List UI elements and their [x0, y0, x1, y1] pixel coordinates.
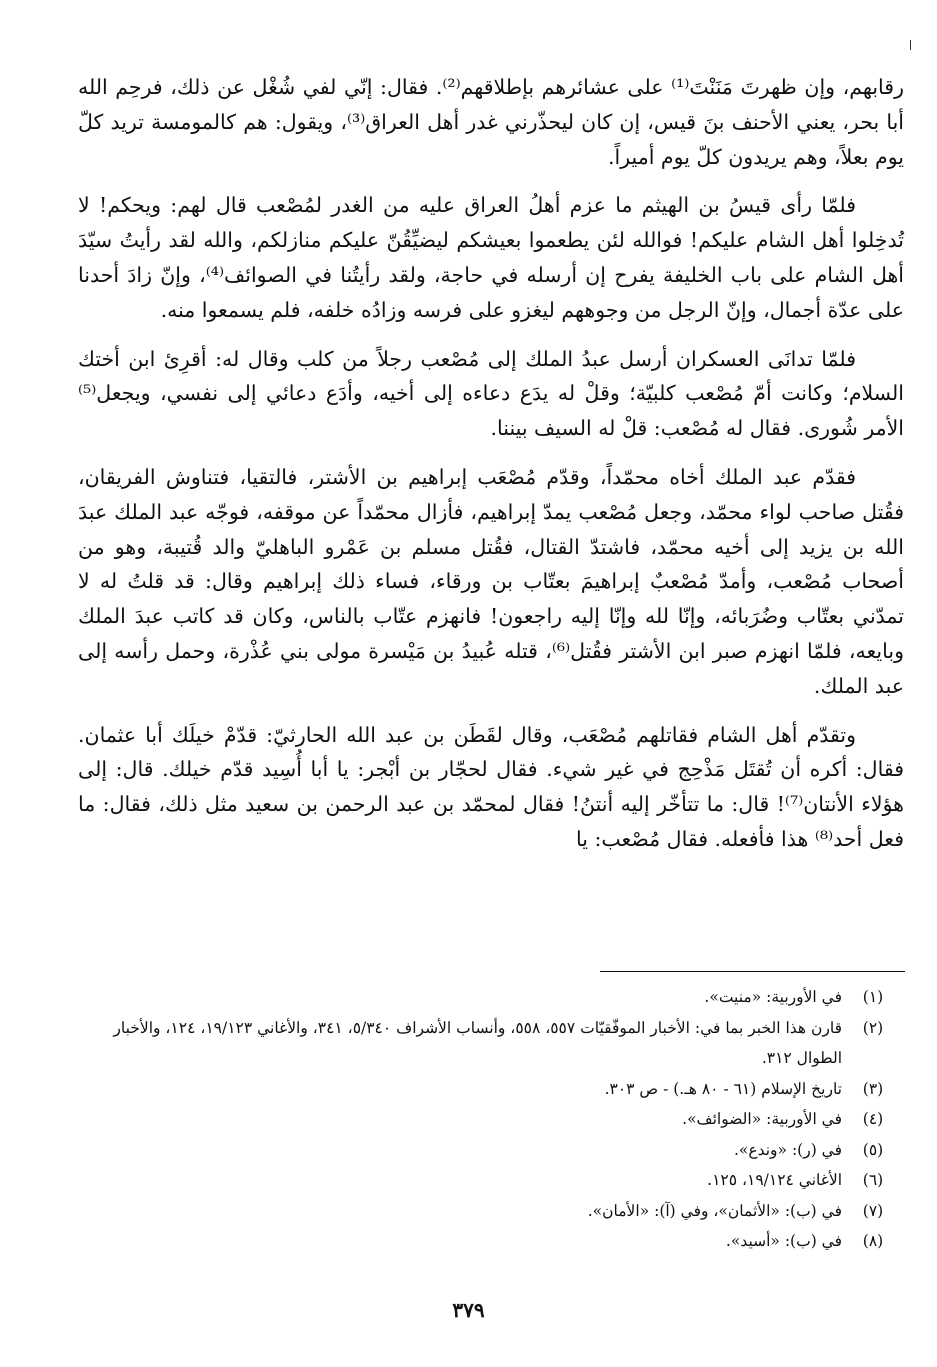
footnote-divider	[600, 971, 905, 972]
footnote-number: (٦)	[862, 1171, 884, 1189]
footnote	[78, 1135, 904, 1166]
footnote-number: (٤)	[862, 1110, 884, 1128]
footnote-number: (٢)	[862, 1018, 884, 1037]
footnote-number: (٨)	[862, 1232, 884, 1250]
footnote	[78, 1013, 904, 1074]
footnote	[78, 1226, 904, 1257]
footnote-number: (٣)	[862, 1079, 884, 1098]
corner-mark	[910, 40, 915, 50]
footnote-text: في الأوربية: «الضوائف».	[682, 1110, 842, 1128]
footnote-number: (٧)	[862, 1201, 884, 1220]
footnote-text: الأغاني ١٩/١٢٤، ١٢٥.	[707, 1171, 842, 1189]
paragraph-3: فلمّا تدانَى العسكران أرسل عبدُ الملك إلى مُصْعب رجلاً من كلب وقال له: أقرِئ ابن أختك السلام؛ وكانت أمّ مُصْعب كلبيّة؛ وقلْ له يدَع دعاءه إلى أخيه، وأدَع دعائي إلى نفسي، ويجعل⁽⁵⁾ الأمر شُورى. فقال له مُصْعب: قلْ له السيف بيننا.	[78, 346, 904, 441]
footnote	[78, 1196, 904, 1227]
footnote	[78, 1074, 904, 1105]
paragraph-5: وتقدّم أهل الشام فقاتلهم مُصْعَب، وقال لقَطَن بن عبد الله الحارثيّ: قدّمْ خيلَك أبا عثمان. فقال: أكره أن تُقتَل مَذْحِج في غير شيء. فقال لحجّار بن أبْجر: يا أبا أُسِيد قدّم خيلك. قال: إلى هؤلاء الأنتان⁽⁷⁾! قال: ما تتأخّر إليه أنتنُ! فقال لمحمّد بن عبد الرحمن بن سعيد مثل ذلك، فقال: ما فعل أحد⁽⁸⁾ هذا فأفعله. فقال مُصْعب: يا	[78, 722, 904, 851]
footnote-number: (١)	[862, 988, 884, 1006]
footnote	[78, 982, 904, 1013]
paragraph-2: فلمّا رأى قيسُ بن الهيثم ما عزم أهلُ العراق عليه من الغدر لمُصْعب قال لهم: ويحكم! لا تُدخِلوا أهل الشام عليكم! فوالله لئن يطعموا بعيشكم ليضيِّقُنّ عليكم منازلكم، والله لقد رأيتُ سيّدَ أهل الشام على باب الخليفة يفرح إن أرسله في حاجة، ولقد رأيتُنا في الصوائف⁽⁴⁾، وإنّ زادَ أحدنا على عدّة أجمال، وإنّ الرجل من وجوههم ليغزو على فرسه وزادُه خلفه، فلم يسمعوا منه.	[78, 193, 905, 322]
footnote-text: في الأوربية: «منيت».	[704, 988, 842, 1006]
paragraph-1: رقابهم، وإن ظهرتَ مَنَنْتَ⁽¹⁾ على عشائرهم بإطلاقهم⁽²⁾. فقال: إنّي لفي شُغْل عن ذلك، فرحِم الله أبا بحر، يعني الأحنف بنَ قيس، إن كان ليحذّرني غدر أهل العراق⁽³⁾، ويقول: هم كالمومسة تريد كلّ يوم بعلاً، وهم يريدون كلّ يوم أميراً.	[78, 75, 905, 169]
page-number: ٣٧٩	[452, 1298, 485, 1322]
footnote-number: (٥)	[862, 1140, 884, 1159]
footnote-text: في (ر): «وندع».	[733, 1140, 842, 1159]
footnote-text: في (ب): «أسيد».	[725, 1232, 842, 1250]
main-text	[78, 70, 904, 871]
footnote-text: قارن هذا الخبر بما في: الأخبار الموفّقيّات ٥٥٧، ٥٥٨، وأنساب الأشراف ٥/٣٤٠، ٣٤١، والأغاني ١٩/١٢٣، ١٢٤، والأخبار الطوال ٣١٢.	[113, 1018, 842, 1067]
footnote	[78, 1104, 904, 1135]
footnote-text: في (ب): «الأثمان»، وفي (آ): «الأمان».	[587, 1201, 842, 1220]
footnote-text: تاريخ الإسلام (٦١ - ٨٠ هـ.) - ص ٣٠٣.	[604, 1079, 842, 1098]
footnotes	[78, 982, 904, 1257]
footnote	[78, 1165, 904, 1196]
paragraph-4: فقدّم عبد الملك أخاه محمّداً، وقدّم مُصْعَب إبراهيم بن الأشتر، فالتقيا، فتناوش الفريقان، فقُتل صاحب لواء محمّد، وجعل مُصْعب يمدّ إبراهيم، فأزال محمّداً عن موقفه، فوجّه عبد الملك عبدَ الله بن يزيد إلى أخيه محمّد، فاشتدّ القتال، فقُتل مسلم بن عَمْرو الباهليّ والد قُتيبة، وهو من أصحاب مُصْعب، وأمدّ مُصْعبٌ إبراهيمَ بعتّاب بن ورقاء، فساء ذلك إبراهيم وقال: قد قلتُ له لا تمدّني بعتّاب وضُرَبائه، وإنّا لله وإنّا إليه راجعون! فانهزم عتّاب بالناس، وكان قد كاتب عبدَ الملك وبايعه، فلمّا انهزم صبر ابن الأشتر فقُتل⁽⁶⁾، قتله عُبيدُ بن مَيْسرة مولى بني عُذْرة، وحمل رأسه إلى عبد الملك.	[78, 464, 904, 698]
